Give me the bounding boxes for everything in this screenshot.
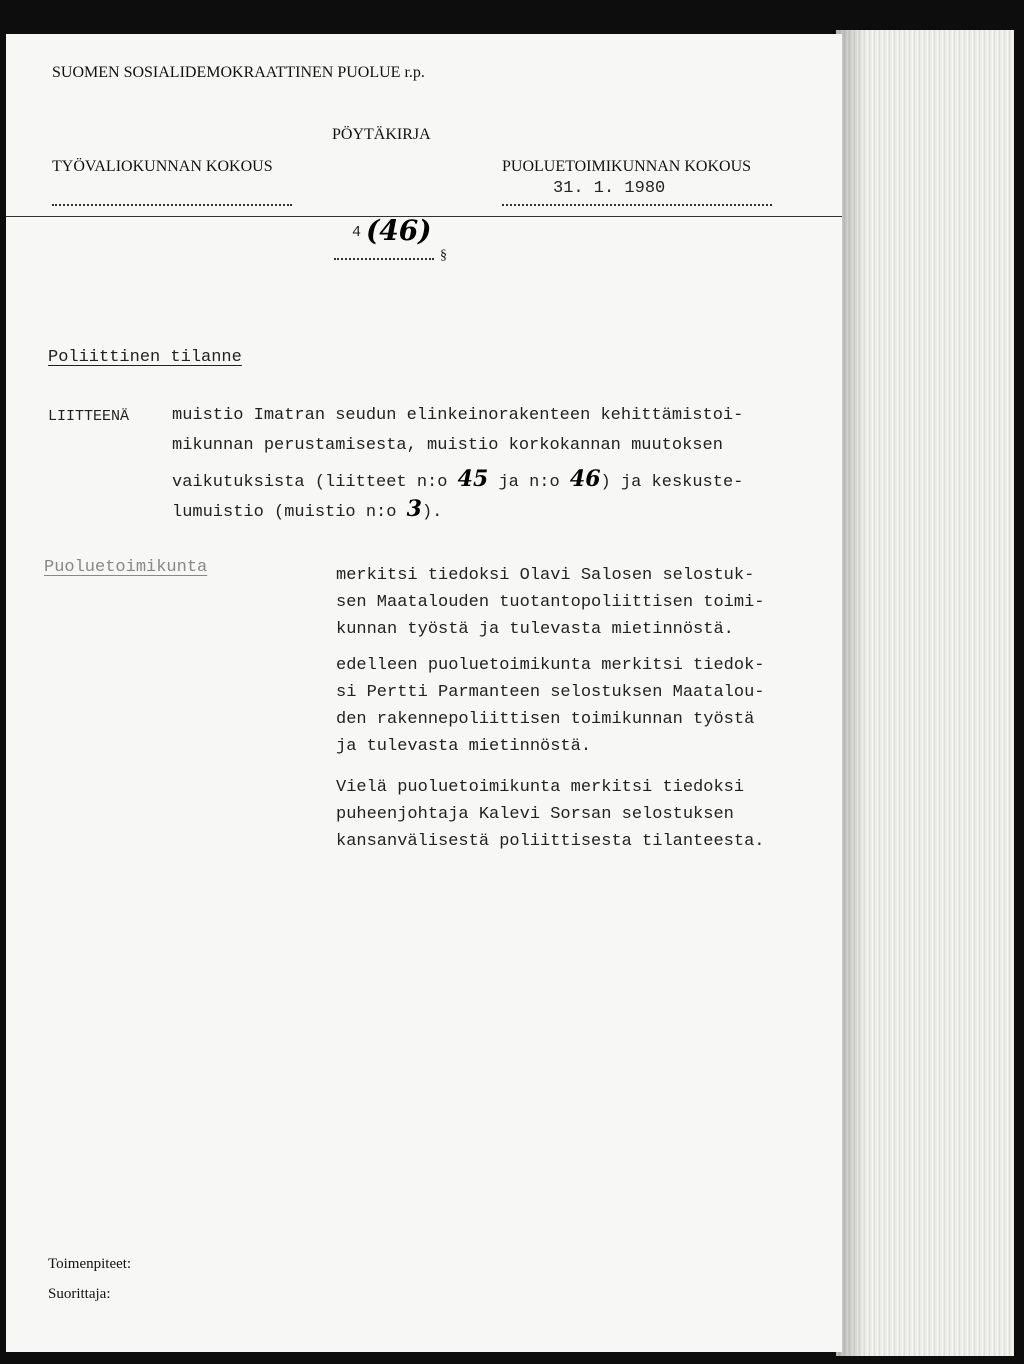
paragraph-1 — [336, 562, 764, 643]
right-meeting-label: PUOLUETOIMIKUNNAN KOKOUS — [502, 158, 752, 175]
attachments-line-2: mikunnan perustamisesta, muistio korkokannan muutoksen — [172, 436, 723, 455]
paragraph-3-line: Vielä puoluetoimikunta merkitsi tiedoksi — [336, 778, 745, 797]
attachments-line-3 — [172, 466, 743, 492]
attachments-line-3-mid: ja n:o — [498, 473, 560, 492]
attachments-line-3-suffix: ) ja keskuste- — [600, 473, 744, 492]
attachments-line-4 — [172, 496, 442, 522]
attachments-label: LIITTEENÄ — [48, 408, 130, 425]
footer-measures-label: Toimenpiteet: — [48, 1256, 132, 1272]
paragraph-3 — [336, 774, 764, 855]
paragraph-3-line: kansanvälisestä poliittisesta tilanteesta. — [336, 832, 765, 851]
paragraph-2-line: ja tulevasta mietinnöstä. — [336, 737, 592, 756]
document-page — [6, 34, 842, 1352]
section-number: 4 — [352, 224, 362, 241]
handwritten-section-number: (46) — [366, 214, 432, 247]
attachments-line-1: muistio Imatran seudun elinkeinorakenteen kehittämistoi- — [172, 406, 744, 425]
meeting-date: 31. 1. 1980 — [553, 179, 666, 198]
handwritten-memo-3: 3 — [406, 496, 422, 522]
side-label-puoluetoimikunta: Puoluetoimikunta — [44, 558, 208, 577]
party-name: SUOMEN SOSIALIDEMOKRAATTINEN PUOLUE r.p. — [52, 64, 425, 81]
left-date-line — [52, 204, 292, 206]
attachments-line-4-prefix: lumuistio (muistio n:o — [172, 503, 397, 522]
paragraph-2-line: si Pertti Parmanteen selostuksen Maatalou- — [336, 683, 765, 702]
footer-executor-label: Suorittaja: — [48, 1286, 111, 1302]
paragraph-2-line: edelleen puoluetoimikunta merkitsi tiedok- — [336, 656, 765, 675]
section-symbol: § — [440, 248, 447, 263]
handwritten-attachment-46: 46 — [569, 466, 601, 492]
section-title: Poliittinen tilanne — [48, 348, 242, 367]
paragraph-2 — [336, 652, 764, 760]
document-type: PÖYTÄKIRJA — [332, 126, 431, 143]
handwritten-attachment-45: 45 — [457, 466, 489, 492]
right-date-line — [502, 204, 772, 206]
attachments-line-3-prefix: vaikutuksista (liitteet n:o — [172, 473, 448, 492]
paragraph-1-line: merkitsi tiedoksi Olavi Salosen selostuk- — [336, 566, 755, 585]
paragraph-1-line: sen Maatalouden tuotantopoliittisen toimi- — [336, 593, 765, 612]
paragraph-2-line: den rakennepoliittisen toimikunnan työstä — [336, 710, 755, 729]
left-meeting-label: TYÖVALIOKUNNAN KOKOUS — [52, 158, 273, 175]
section-line — [334, 258, 434, 260]
attachments-line-4-suffix: ). — [421, 503, 443, 522]
paragraph-1-line: kunnan työstä ja tulevasta mietinnöstä. — [336, 620, 734, 639]
paragraph-3-line: puheenjohtaja Kalevi Sorsan selostuksen — [336, 805, 734, 824]
